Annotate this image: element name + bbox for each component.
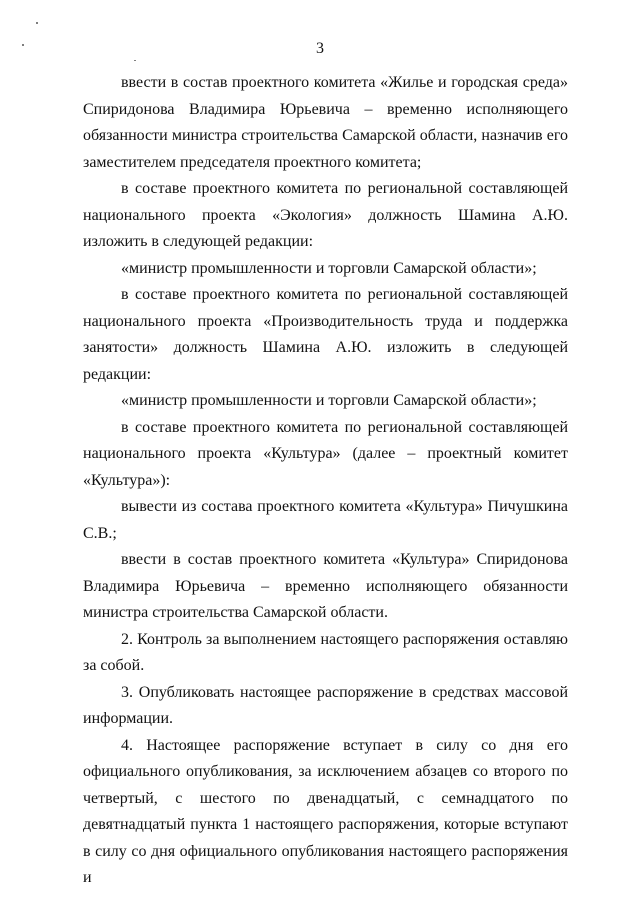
paragraph: 4. Настоящее распоряжение вступает в силу со дня его официального опубликования, за исключением абзацев со второго по четвертый, с шестого по двенадцатый, с семнадцатого по девятнадцатый пункта 1 настоящего распоряжения, которые вступают в силу со дня официального опубликования настоящего распоряжения и [83,736,568,886]
page-number: 3 [316,40,324,57]
paragraph: 2. Контроль за выполнением настоящего распоряжения оставляю за собой. [83,630,568,674]
paragraph: ввести в состав проектного комитета «Жилье и городская среда» Спиридонова Владимира Юрьевича – временно исполняющего обязанности министра строительства Самарской области, назначив его заместителем председателя проектного комитета; [83,74,568,171]
paragraph: в составе проектного комитета по региональной составляющей национального проекта «Производительность труда и поддержка занятости» должность Шамина А.Ю. изложить в следующей редакции: [83,286,568,383]
paragraph: вывести из состава проектного комитета «Культура» Пичушкина С.В.; [83,498,568,542]
paragraph: «министр промышленности и торговли Самарской области»; [121,259,537,277]
paragraph: «министр промышленности и торговли Самарской области»; [121,392,537,409]
paragraph: в составе проектного комитета по региональной составляющей национального проекта «Экология» должность Шамина А.Ю. изложить в следующей редакции: [83,180,568,250]
paragraph: 3. Опубликовать настоящее распоряжение в средствах массовой информации. [83,683,568,727]
paragraph: ввести в состав проектного комитета «Культура» Спиридонова Владимира Юрьевича – временно исполняющего обязанности министра строительства Самарской области. [83,551,568,621]
document-body [83,70,568,892]
scan-speck [36,22,38,24]
paragraph: в составе проектного комитета по региональной составляющей национального проекта «Культура» (далее – проектный комитет «Культура»): [83,418,568,489]
scan-speck [134,60,136,61]
